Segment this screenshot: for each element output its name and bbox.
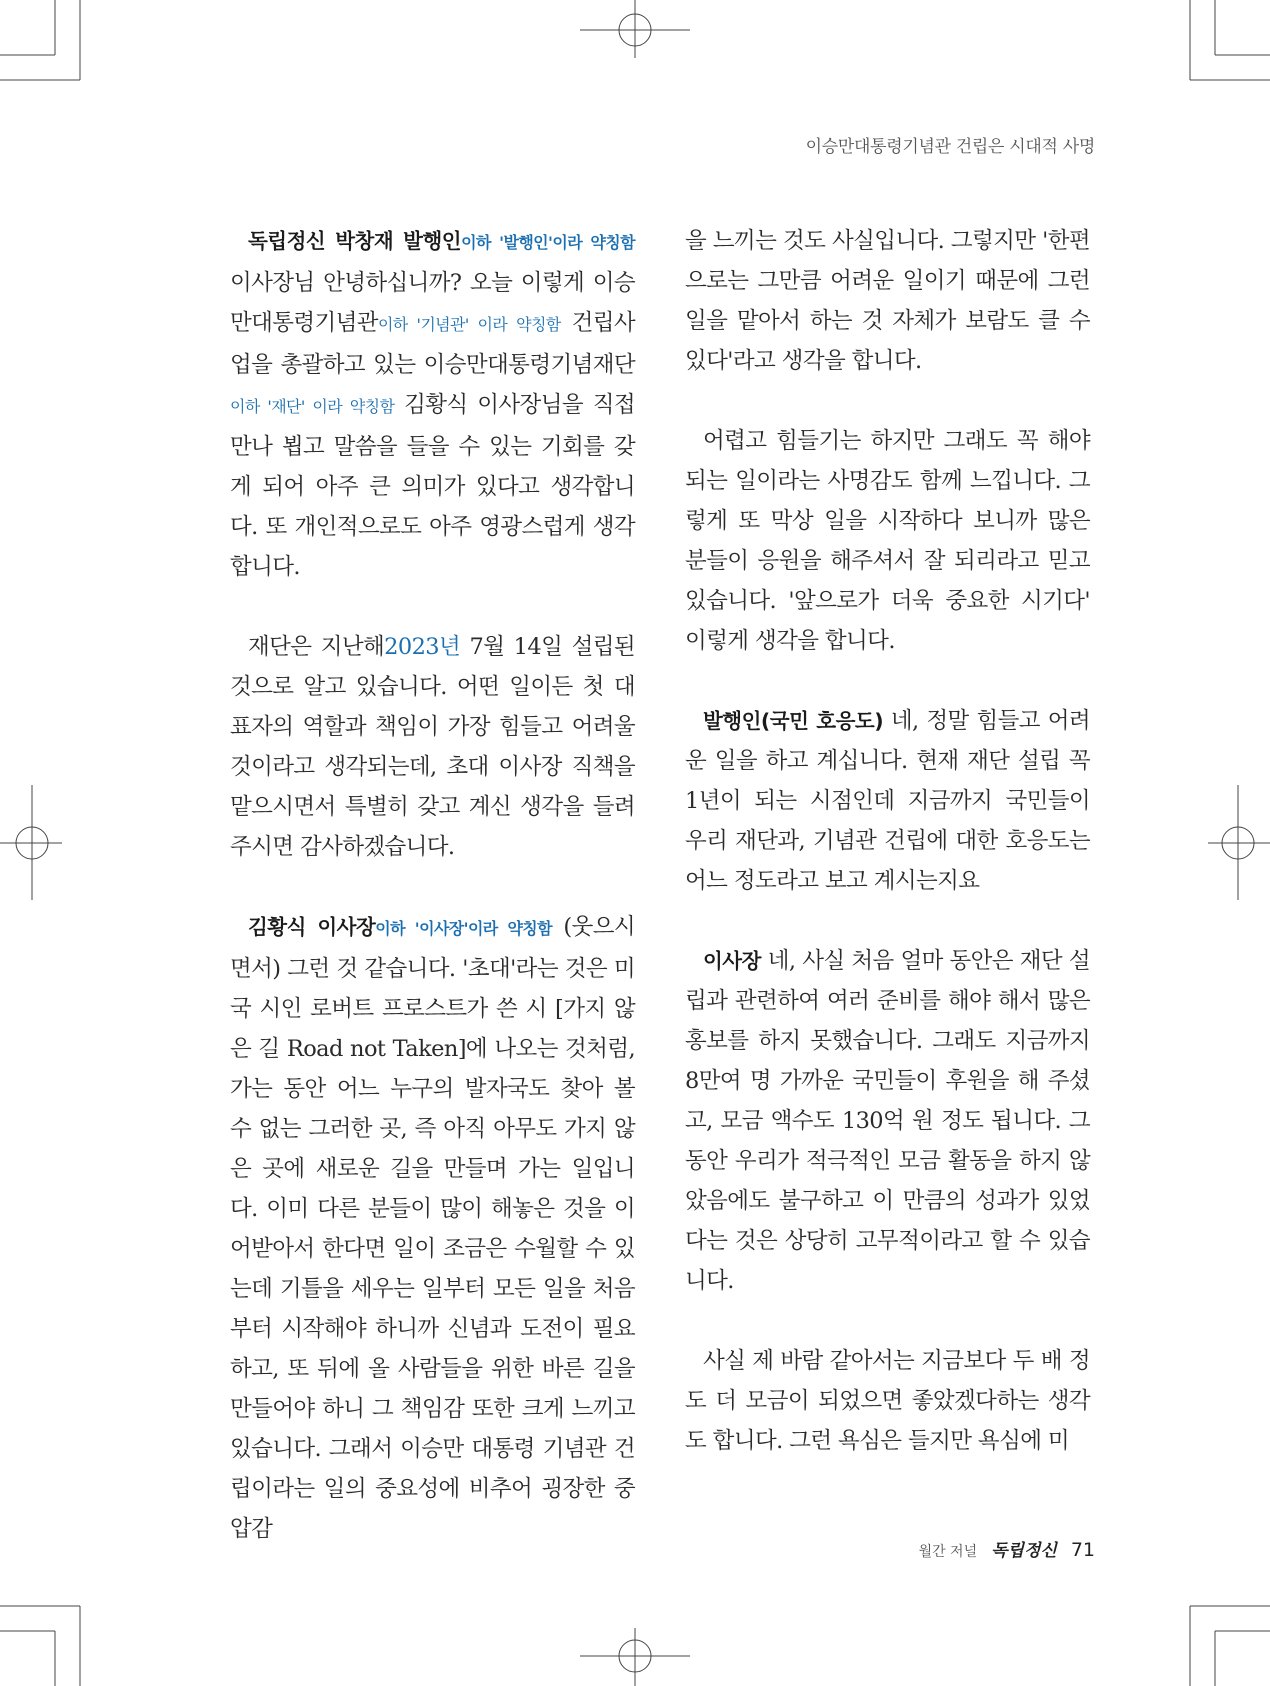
abbreviation-note: 이하 '발행인'이라 약칭함 [461, 233, 635, 252]
paragraph: 을 느끼는 것도 사실입니다. 그렇지만 '한편으로는 그만큼 어려운 일이기 때문에 그런 일을 맡아서 하는 것 자체가 보람도 클 수 있다'라고 생각을 합니다. [685, 228, 1090, 374]
speaker-label: 발행인(국민 호응도) [703, 709, 884, 733]
paragraph-text: 7월 14일 설립된 것으로 알고 있습니다. 어떤 일이든 첫 대표자의 역할과 책임이 가장 힘들고 어려울 것이라고 생각되는데, 초대 이사장 직책을 맡으시면서 특별히 갖고 계신 생각을 들려주시면 감사하겠습니다. [230, 634, 635, 860]
paragraph-text: 이사장님 안녕하십니까? 오늘 이렇게 이승만대통령기념관 [230, 270, 635, 336]
paragraph [685, 701, 1090, 901]
abbreviation-note: 이하 '재단' 이라 약칭함 [230, 397, 395, 416]
paragraph-text: 김황식 이사장님을 직접 만나 뵙고 말씀을 들을 수 있는 기회를 갖게 되어 아주 큰 의미가 있다고 생각합니다. 또 개인적으로도 아주 영광스럽게 생각합니다. [230, 392, 635, 580]
paragraph-text: 네, 사실 처음 얼마 동안은 재단 설립과 관련하여 여러 준비를 해야 해서 많은 홍보를 하지 못했습니다. 그래도 지금까지 8만여 명 가까운 국민들이 후원을 해 주셨고, 모금 액수도 130억 원 정도 됩니다. 그동안 우리가 적극적인 모금 활동을 하지 않았음에도 불구하고 이 만큼의 성과가 있었다는 것은 상당히 고무적이라고 할 수 있습니다. [685, 948, 1090, 1294]
paragraph [230, 221, 635, 587]
paragraph-text: 건립사업을 총괄하고 있는 이승만대통령기념재단 [230, 310, 635, 378]
paragraph-text: 재단은 지난해 [248, 634, 385, 660]
paragraph [230, 627, 635, 867]
year-note: 2023년 [384, 634, 461, 660]
speaker-label: 독립정신 박창재 발행인 [248, 229, 462, 253]
paragraph [230, 907, 635, 1549]
paragraph: 어렵고 힘들기는 하지만 그래도 꼭 해야 되는 일이라는 사명감도 함께 느낍니다. 그렇게 또 막상 일을 시작하다 보니까 많은 분들이 응원을 해주셔서 잘 되리라고 믿고 있습니다. '앞으로가 더욱 중요한 시기다' 이렇게 생각을 합니다. [685, 428, 1090, 654]
abbreviation-note: 이하 '기념관' 이라 약칭함 [377, 315, 561, 334]
speaker-label: 이사장 [703, 949, 761, 973]
abbreviation-note: 이하 '이사장'이라 약칭함 [375, 919, 553, 938]
page-number: 71 [1070, 1539, 1095, 1561]
footer-label: 월간 저널 [918, 1544, 978, 1560]
running-header: 이승만대통령기념관 건립은 시대적 사명 [805, 137, 1095, 157]
paragraph [685, 941, 1090, 1301]
page-footer [919, 1536, 1095, 1561]
speaker-label: 김황식 이사장 [248, 915, 376, 939]
paragraph-text: 네, 정말 힘들고 어려운 일을 하고 계십니다. 현재 재단 설립 꼭 1년이 되는 시점인데 지금까지 국민들이 우리 재단과, 기념관 건립에 대한 호응도는 어느 정도라고 보고 계시는지요 [685, 708, 1090, 894]
left-column [230, 221, 635, 1589]
paragraph: 사실 제 바람 같아서는 지금보다 두 배 정도 더 모금이 되었으면 좋았겠다하는 생각도 합니다. 그런 욕심은 들지만 욕심에 미 [685, 1348, 1090, 1454]
right-column [685, 221, 1090, 1501]
paragraph-text: (웃으시면서) 그런 것 같습니다. '초대'라는 것은 미국 시인 로버트 프로스트가 쓴 시 [가지 않은 길 Road not Taken]에 나오는 것처럼, 가는 동안 어느 누구의 발자국도 찾아 볼 수 없는 그러한 곳, 즉 아직 아무도 가지 않은 곳에 새로운 길을 만들며 가는 일입니다. 이미 다른 분들이 많이 해놓은 것을 이어받아서 한다면 일이 조금은 수월할 수 있는데 기틀을 세우는 일부터 모든 일을 처음부터 시작해야 하니까 신념과 도전이 필요하고, 또 뒤에 올 사람들을 위한 바른 길을 만들어야 하니 그 책임감 또한 크게 느끼고 있습니다. 그래서 이승만 대통령 기념관 건립이라는 일의 중요성에 비추어 굉장한 중압감 [230, 914, 635, 1542]
magazine-logo: 독립정신 [991, 1541, 1057, 1561]
